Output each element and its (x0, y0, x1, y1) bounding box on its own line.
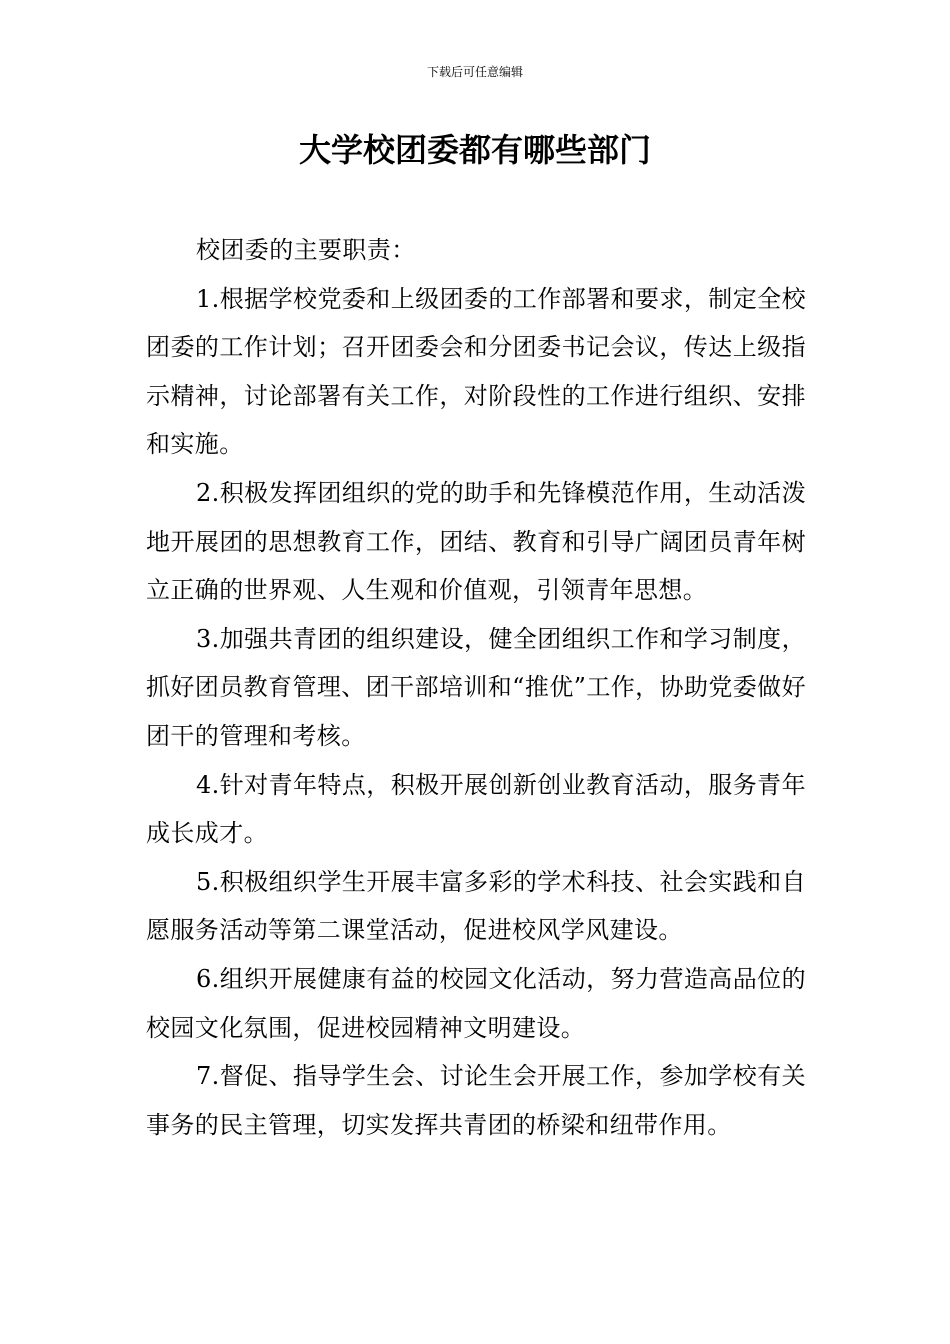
document-title: 大学校团委都有哪些部门 (298, 131, 651, 169)
duty-paragraph-6: 6.组织开展健康有益的校园文化活动，努力营造高品位的校园文化氛围，促进校园精神文明建设。 (146, 964, 806, 1042)
page-header-note: 下载后可任意编辑 (426, 65, 523, 79)
duty-paragraph-2: 2.积极发挥团组织的党的助手和先锋模范作用，生动活泼地开展团的思想教育工作，团结、教育和引导广阔团员青年树立正确的世界观、人生观和价值观，引领青年思想。 (146, 478, 806, 605)
duty-paragraph-3: 3.加强共青团的组织建设，健全团组织工作和学习制度，抓好团员教育管理、团干部培训和“推优”工作，协助党委做好团干的管理和考核。 (146, 624, 806, 750)
duty-paragraph-1: 1.根据学校党委和上级团委的工作部署和要求，制定全校团委的工作计划；召开团委会和分团委书记会议，传达上级指示精神，讨论部署有关工作，对阶段性的工作进行组织、安排和实施。 (146, 284, 806, 459)
duty-paragraph-7: 7.督促、指导学生会、讨论生会开展工作，参加学校有关事务的民主管理，切实发挥共青团的桥梁和纽带作用。 (146, 1062, 806, 1139)
intro-paragraph: 校团委的主要职责： (196, 236, 416, 264)
duty-paragraph-4: 4.针对青年特点，积极开展创新创业教育活动，服务青年成长成才。 (146, 770, 806, 848)
document-body (146, 226, 806, 1149)
duty-paragraph-5: 5.积极组织学生开展丰富多彩的学术科技、社会实践和自愿服务活动等第二课堂活动，促进校风学风建设。 (146, 867, 806, 945)
